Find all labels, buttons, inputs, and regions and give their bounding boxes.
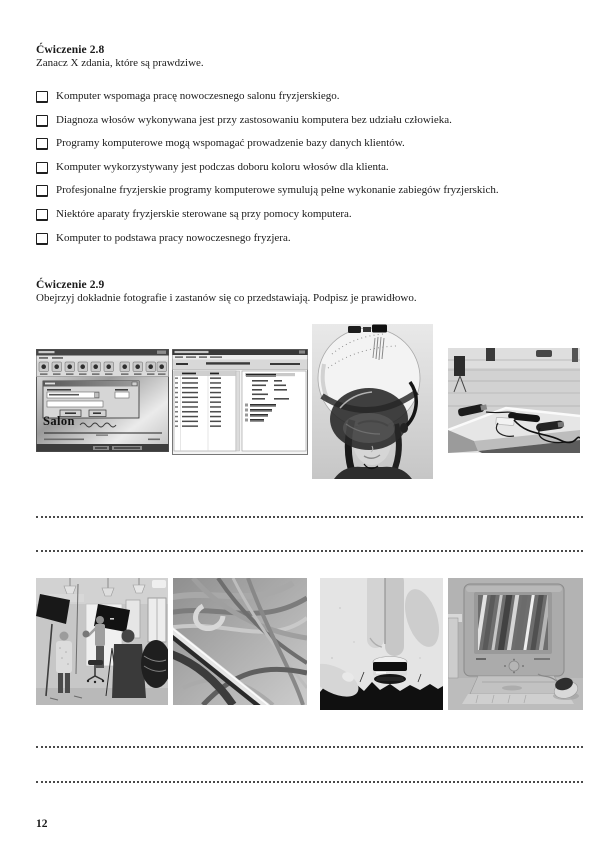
salon-logo-text: Salon [43, 414, 75, 428]
photo-salon-software-window [36, 349, 169, 452]
checkbox[interactable] [36, 115, 48, 127]
statement-text: Komputer wspomaga pracę nowoczesnego salonu fryzjerskiego. [56, 90, 340, 102]
answer-line[interactable] [36, 781, 583, 783]
hood-dryer-illustration [312, 324, 433, 479]
checkbox[interactable] [36, 233, 48, 245]
statement-row [36, 161, 576, 185]
answer-line[interactable] [36, 550, 583, 552]
page-number: 12 [36, 818, 48, 830]
checkbox[interactable] [36, 162, 48, 174]
salon-software-illustration [36, 349, 169, 452]
statement-text: Niektóre aparaty fryzjerskie sterowane są przy pomocy komputera. [56, 207, 352, 220]
statement-row [36, 184, 576, 208]
diagnostic-probe-illustration [320, 578, 443, 710]
exercise-2-8-instruction: Zanacz X zdania, które są prawdziwe. [36, 57, 204, 69]
photo-hair-diagnostic-probe [320, 578, 443, 710]
statement-text: Komputer wykorzystywany jest podczas doboru koloru włosów dla klienta. [56, 160, 389, 173]
statements-list [36, 90, 576, 255]
exercise-2-9-title: Ćwiczenie 2.9 [36, 279, 105, 291]
photo-client-database-window [172, 349, 308, 455]
statement-text: Diagnoza włosów wykonywana jest przy zastosowaniu komputera bez udziału człowieka. [56, 113, 452, 126]
statement-text: Profesjonalne fryzjerskie programy komputerowe symulują pełne wykonanie zabiegów fryzjerskich. [56, 184, 499, 197]
statement-row [36, 90, 576, 114]
statement-row [36, 208, 576, 232]
checkbox[interactable] [36, 138, 48, 150]
checkbox[interactable] [36, 185, 48, 197]
statement-row [36, 232, 576, 256]
statement-text: Programy komputerowe mogą wspomagać prowadzenie bazy danych klientów. [56, 137, 405, 150]
statement-text: Komputer to podstawa pracy nowoczesnego fryzjera. [56, 231, 291, 244]
photo-curling-iron-hair [173, 578, 307, 705]
exercise-2-8-title: Ćwiczenie 2.8 [36, 44, 105, 56]
checkbox[interactable] [36, 91, 48, 103]
curling-iron-illustration [173, 578, 307, 705]
photo-monitor-hair-analysis [448, 578, 583, 710]
client-database-illustration [172, 349, 308, 455]
answer-line[interactable] [36, 516, 583, 518]
photo-hood-dryer-portrait [312, 324, 433, 479]
checkbox[interactable] [36, 209, 48, 221]
photo-studio-scene [36, 578, 168, 705]
exercise-2-9-instruction: Obejrzyj dokładnie fotografie i zastanów się co przedstawiają. Podpisz je prawidłowo. [36, 292, 417, 304]
statement-row [36, 137, 576, 161]
studio-scene-illustration [36, 578, 168, 705]
monitor-illustration [448, 578, 583, 710]
photo-styling-equipment-desk [448, 348, 580, 453]
styling-equipment-illustration [448, 348, 580, 453]
statement-row [36, 114, 576, 138]
answer-line[interactable] [36, 746, 583, 748]
